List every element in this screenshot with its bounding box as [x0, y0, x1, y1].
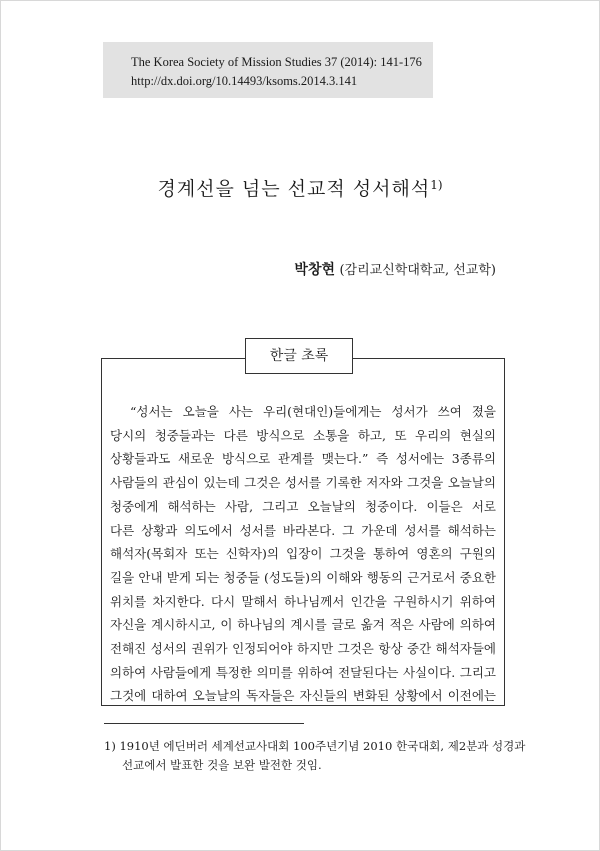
abstract-label: 한글 초록 [245, 338, 353, 374]
author-line [294, 259, 496, 279]
article-title-text: 경계선을 넘는 선교적 성서해석 [157, 178, 431, 200]
abstract-line: 당시의 청중들과는 다른 방식으로 소통을 하고, 또 우리의 현실의 [110, 427, 496, 443]
title-footnote-ref[interactable]: 1) [430, 178, 443, 192]
abstract-line: 해석자(목회자 또는 신학자)의 입장이 그것을 통하여 영혼의 구원의 [110, 546, 496, 562]
abstract-line: 청중에게 해석하는 사람, 그리고 오늘날의 청중이다. 이들은 서로 [110, 498, 496, 514]
abstract-line: 다른 상황과 의도에서 성서를 바라본다. 그 가운데 성서를 해석하는 [110, 522, 496, 538]
footnote-line-1 [104, 737, 526, 756]
abstract-line: 전해진 성서의 권위가 인정되어야 하지만 그것은 항상 중간 해석자들에 [110, 641, 496, 657]
doi-link[interactable]: http://dx.doi.org/10.14493/ksoms.2014.3.141 [131, 74, 358, 88]
journal-citation: The Korea Society of Mission Studies 37 (2014): 141-176 [131, 55, 422, 69]
article-title [0, 174, 600, 201]
footnote-divider [104, 723, 304, 724]
abstract-line: 의하여 사람들에게 특정한 의미를 위하여 전달된다는 사실이다. 그리고 [110, 664, 496, 680]
footnote-marker: 1) [104, 739, 116, 753]
footnote-text-2: 선교에서 발표한 것을 보완 발전한 것임. [122, 758, 322, 772]
author-affiliation: (감리교신학대학교, 선교학) [339, 263, 496, 278]
abstract-body [110, 400, 496, 708]
journal-header [103, 42, 433, 98]
abstract-line: 상황들과도 새로운 방식으로 관계를 맺는다.” 즉 성서에는 3종류의 [110, 451, 496, 467]
abstract-line: 위치를 차지한다. 다시 말해서 하나님께서 인간을 구원하시기 위하여 [110, 593, 496, 609]
abstract-line: 자신을 계시하시고, 이 하나님의 계시를 글로 옮겨 적은 사람에 의하여 [110, 617, 496, 633]
abstract-line: 그것에 대하여 오늘날의 독자들은 자신들의 변화된 상황에서 이전에는 [110, 688, 496, 704]
abstract-line: 길을 안내 받게 되는 청중들 (성도들)의 이해와 행동의 근거로서 중요한 [110, 569, 496, 585]
footnote-text-1: 1910년 에딘버러 세계선교사대회 100주년기념 2010 한국대회, 제2분과 성경과 [119, 739, 526, 753]
abstract-line: 사람들의 관심이 있는데 그것은 성서를 기록한 저자와 그것을 오늘날의 [110, 475, 496, 491]
abstract-line: “성서는 오늘을 사는 우리(현대인)들에게는 성서가 쓰여 졌을 [130, 404, 496, 419]
author-name: 박창현 [294, 262, 335, 278]
footnote [104, 737, 526, 775]
